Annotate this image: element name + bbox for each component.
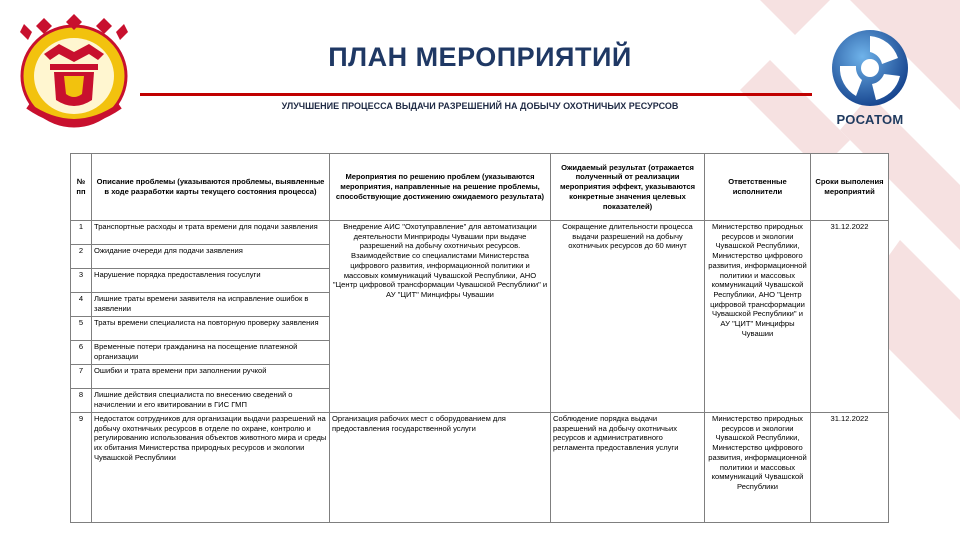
rosatom-logo-icon (830, 28, 910, 108)
row9-deadline: 31.12.2022 (811, 413, 889, 523)
row-num: 4 (71, 293, 92, 317)
group1-deadline: 31.12.2022 (811, 221, 889, 413)
rosatom-label: РОСАТОМ (836, 112, 904, 127)
header-result: Ожидаемый результат (отражается полученный от реализации мероприятия эффект, указываются конкретные значения целевых показателей) (551, 154, 705, 221)
row9-result: Соблюдение порядка выдачи разрешений на добычу охотничьих ресурсов и административного регламента предоставления услуги (551, 413, 705, 523)
row-num: 8 (71, 389, 92, 413)
page-title: ПЛАН МЕРОПРИЯТИЙ (328, 42, 632, 72)
row-problem: Лишние действия специалиста по внесению сведений о начислении и его квитировании в ГИС ГМП (92, 389, 330, 413)
group1-result: Сокращение длительности процесса выдачи разрешений на добычу охотничьих ресурсов до 60 минут (551, 221, 705, 413)
page-subtitle: УЛУЧШЕНИЕ ПРОЦЕССА ВЫДАЧИ РАЗРЕШЕНИЙ НА ДОБЫЧУ ОХОТНИЧЬИХ РЕСУРСОВ (281, 101, 679, 111)
action-plan-table (70, 153, 889, 523)
chuvash-emblem-icon (14, 14, 134, 132)
group1-measures: Внедрение АИС "Охотуправление" для автоматизации деятельности Минприроды Чувашии при выдаче разрешений на добычу охотничьих ресурсов. Взаимодействие со специалистами Министерства цифрового развития, информационной политики и массовых коммуникаций Чувашской Республики, АНО "Центр цифровой трансформации Чувашской Республики" и АУ "ЦИТ" Минцифры Чувашии (330, 221, 551, 413)
row-problem: Лишние траты времени заявителя на исправление ошибок в заявлении (92, 293, 330, 317)
row-problem: Недостаток сотрудников для организации выдачи разрешений на добычу охотничьих ресурсов в отделе по охране, контролю и регулированию использования объектов животного мира и среды их обитания Министерства природных ресурсов и экологии Чувашской Республики (92, 413, 330, 523)
group1-executors: Министерство природных ресурсов и экологии Чувашской Республики, Министерство цифрового развития, информационной политики и массовых коммуникаций Чувашской Республики, АНО "Центр цифровой трансформации Чувашской Республики" и АУ "ЦИТ" Минцифры Чувашии (705, 221, 811, 413)
row-problem: Временные потери гражданина на посещение платежной организации (92, 341, 330, 365)
row-num: 6 (71, 341, 92, 365)
table-row (71, 221, 889, 245)
row-problem: Ошибки и трата времени при заполнении ручкой (92, 365, 330, 389)
row9-executors: Министерство природных ресурсов и экологии Чувашской Республики, Министерство цифрового развития, информационной политики и массовых коммуникаций Чувашской Республики (705, 413, 811, 523)
header-problem: Описание проблемы (указываются проблемы, выявленные в ходе разработки карты текущего состояния процесса) (92, 154, 330, 221)
row-problem: Ожидание очереди для подачи заявления (92, 245, 330, 269)
row-num: 5 (71, 317, 92, 341)
table-row (71, 413, 889, 523)
row-problem: Транспортные расходы и трата времени для подачи заявления (92, 221, 330, 245)
header-deadline: Сроки выполения мероприятий (811, 154, 889, 221)
row9-measures: Организация рабочих мест с оборудованием для предоставления государственной услуги (330, 413, 551, 523)
row-num: 9 (71, 413, 92, 523)
row-problem: Траты времени специалиста на повторную проверку заявления (92, 317, 330, 341)
title-divider (140, 93, 812, 96)
table-header-row (71, 154, 889, 221)
row-num: 2 (71, 245, 92, 269)
row-num: 3 (71, 269, 92, 293)
row-num: 7 (71, 365, 92, 389)
header-num: № пп (71, 154, 92, 221)
header-executors: Ответственные исполнители (705, 154, 811, 221)
header-measures: Мероприятия по решению проблем (указываются мероприятия, направленные на решение проблемы, способствующие достижению ожидаемого результата) (330, 154, 551, 221)
row-num: 1 (71, 221, 92, 245)
row-problem: Нарушение порядка предоставления госуслуги (92, 269, 330, 293)
